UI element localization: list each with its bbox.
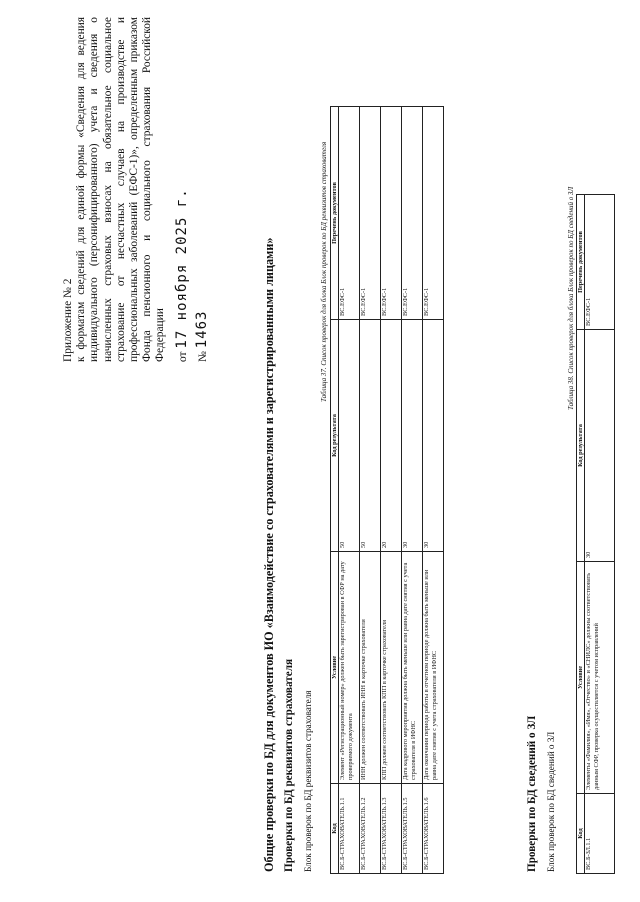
- header-condition: Условие: [331, 552, 339, 784]
- cell-condition: Дата кадрового мероприятия должна быть меньше или равна дате снятия с учета страхователя в ИФНС: [402, 552, 423, 784]
- table-row: [585, 195, 615, 874]
- cell-condition: ИНН должен соответствовать ИНН в карточке страхователя: [360, 552, 381, 784]
- cell-docs: ВС.ЕФС-1: [423, 107, 444, 320]
- cell-docs: ВС.ЕФС-1: [402, 107, 423, 320]
- cell-result: 50: [360, 320, 381, 552]
- table-row: [381, 107, 402, 874]
- header-result: Код результата: [577, 330, 585, 562]
- appendix-block: [62, 17, 210, 362]
- cell-condition: Дата окончания периода работы в отчетном периоде должна быть меньше или равна дате снятия с учета страхователя в ИФНС: [423, 552, 444, 784]
- cell-condition: Элемент «Регистрационный номер» должен быть зарегистрирован в СФР на дату проверяемого документа: [339, 552, 360, 784]
- block-label-2: Блок проверок по БД сведений о ЗЛ: [546, 731, 556, 872]
- subsection-title-2: Проверки по БД сведений о ЗЛ: [526, 715, 538, 872]
- section-title: Общие проверки по БД для документов ИО «Взаимодействие со страхователями и зарегистрированными лицами»: [262, 237, 276, 872]
- cell-code: ВС.Б-СТРАХОВАТЕЛЬ.1.1: [339, 784, 360, 874]
- cell-condition: Элементы «Фамилия», «Имя», «Отчество» и «СНИЛС» должны соответствовать данным СФР, проверка осуществляется с учетом исправлений: [585, 562, 615, 794]
- appendix-text: к форматам сведений для единой формы «Сведения для ведения индивидуального (персонифицированного) учета и сведения о начисленных страховых взносах на обязательное социальное страхование от несчастных случаев на производстве и профессиональных заболеваний (ЕФС-1)», определенным приказом Фонда пенсионного и социального страхования Российской Федерации: [75, 17, 167, 362]
- block-label-1: Блок проверок по БД реквизитов страхователя: [303, 690, 313, 872]
- cell-result: 20: [381, 320, 402, 552]
- table-header-row: [331, 107, 339, 874]
- cell-code: ВС.Б-СТРАХОВАТЕЛЬ.1.5: [402, 784, 423, 874]
- appendix-number: 1463: [193, 310, 210, 349]
- cell-docs: ВС.ЕФС-1: [360, 107, 381, 320]
- table-caption-37: Таблица 37. Список проверок для блока Блок проверок по БД реквизитов страхователя: [320, 141, 328, 402]
- cell-result: 30: [585, 330, 615, 562]
- header-result: Код результата: [331, 320, 339, 552]
- cell-condition: КПП должен соответствовать КПП в карточке страхователя: [381, 552, 402, 784]
- cell-code: ВС.Б-СТРАХОВАТЕЛЬ.1.3: [381, 784, 402, 874]
- cell-docs: ВС.ЕФС-1: [339, 107, 360, 320]
- appendix-date-line: [173, 17, 190, 362]
- number-prefix: №: [196, 351, 209, 362]
- table-row: [423, 107, 444, 874]
- cell-result: 50: [339, 320, 360, 552]
- table-row: [339, 107, 360, 874]
- header-docs: Перечень документов: [331, 107, 339, 320]
- header-code: Код: [577, 794, 585, 874]
- subsection-title-1: Проверки по БД реквизитов страхователя: [283, 658, 295, 872]
- table-caption-38: Таблица 38. Список проверок для блока Блок проверок по БД сведений о ЗЛ: [567, 186, 575, 410]
- appendix-title: Приложение № 2: [62, 278, 74, 362]
- cell-docs: ВС.ЕФС-1: [381, 107, 402, 320]
- header-code: Код: [331, 784, 339, 874]
- appendix-date: 17 ноября 2025 г.: [173, 188, 190, 349]
- cell-result: 30: [423, 320, 444, 552]
- cell-code: ВС.Б-ЗЛ.1.1: [585, 794, 615, 874]
- cell-code: ВС.Б-СТРАХОВАТЕЛЬ.1.2: [360, 784, 381, 874]
- header-condition: Условие: [577, 562, 585, 794]
- cell-code: ВС.Б-СТРАХОВАТЕЛЬ.1.6: [423, 784, 444, 874]
- date-prefix: от: [176, 351, 189, 362]
- table-37: [330, 106, 444, 874]
- cell-result: 30: [402, 320, 423, 552]
- table-row: [402, 107, 423, 874]
- header-docs: Перечень документов: [577, 195, 585, 330]
- table-row: [360, 107, 381, 874]
- cell-docs: ВС.ЕФС-1: [585, 195, 615, 330]
- appendix-number-line: [193, 17, 210, 362]
- table-38: [576, 194, 615, 874]
- table-header-row: [577, 195, 585, 874]
